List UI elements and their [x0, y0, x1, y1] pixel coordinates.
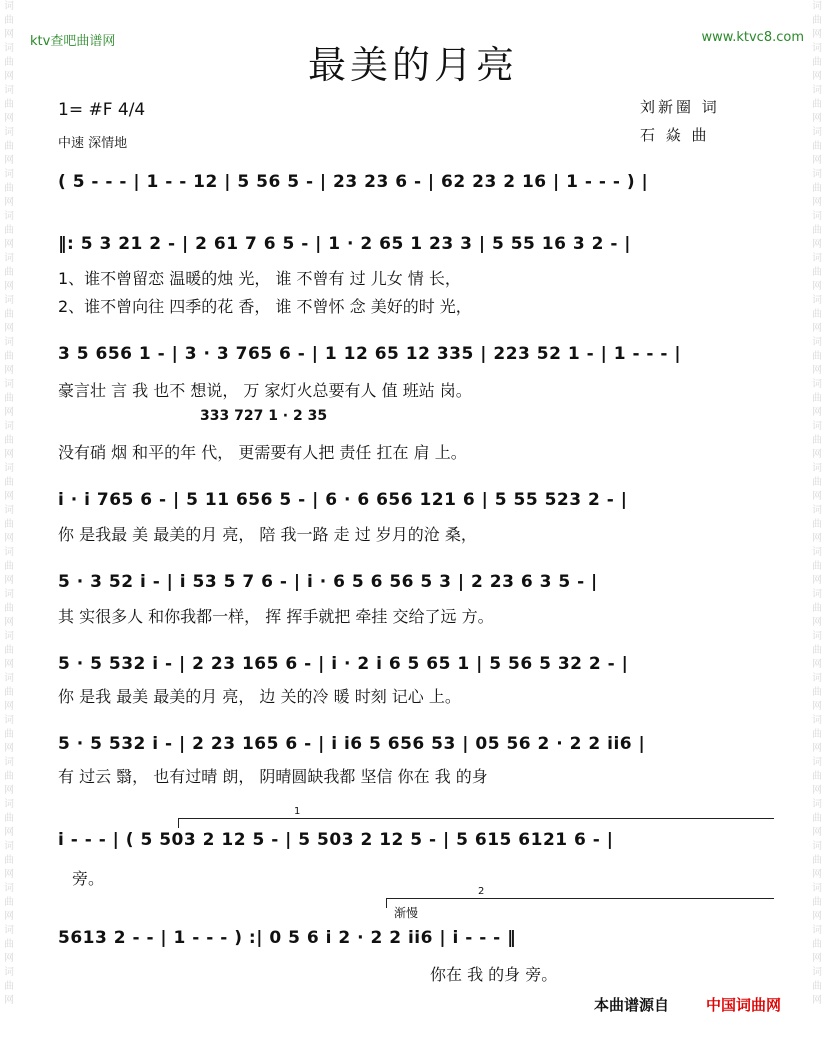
- notation-line-4: i · i 765 6 - | 5 11 656 5 - | 6 · 6 656 121 6 | 5 55 523 2 - |: [58, 490, 628, 510]
- ritardando-marking: 渐慢: [394, 906, 419, 920]
- source-site: 中国词曲网: [706, 996, 782, 1014]
- notation-line-1: ( 5 - - - | 1 - - 12 | 5 56 5 - | 23 23 6 - | 62 23 2 16 | 1 - - - ) |: [58, 172, 649, 192]
- lyricist-credit: 刘新圈 词: [640, 98, 720, 116]
- lyric-line-2a: 1、谁不曾留恋 温暖的烛 光， 谁 不曾有 过 儿女 情 长，: [58, 269, 461, 288]
- side-watermark-right: 词曲网词曲网词曲网词曲网词曲网词曲网词曲网词曲网词曲网词曲网词曲网词曲网词曲网词曲网词曲网词曲网词曲网词曲网词曲网词曲网词曲网词曲网词曲网词曲网: [812, 1, 822, 1006]
- volta-bracket-2: [386, 898, 774, 899]
- alt-notation-3: 333 727 1 · 2 35: [200, 408, 328, 424]
- volta-number-1: 1: [294, 806, 301, 817]
- notation-line-3: 3 5 656 1 - | 3 · 3 765 6 - | 1 12 65 12 335 | 223 52 1 - | 1 - - - |: [58, 344, 682, 364]
- lyric-line-7: 有 过云 翳， 也有过晴 朗， 阴晴圆缺我都 坚信 你在 我 的身: [58, 767, 488, 786]
- lyric-line-2b: 2、谁不曾向往 四季的花 香， 谁 不曾怀 念 美好的时 光，: [58, 297, 472, 316]
- notation-line-9: 5613 2 - - | 1 - - - ) :| 0 5 6 i 2 · 2 2 ii6 | i - - - ‖: [58, 928, 517, 948]
- lyric-line-3a: 豪言壮 言 我 也不 想说， 万 家灯火总要有人 值 班站 岗。: [58, 381, 472, 400]
- key-signature: 1= #F 4/4: [58, 100, 146, 120]
- volta-number-2: 2: [478, 886, 485, 897]
- notation-line-6: 5 · 5 532 i - | 2 23 165 6 - | i · 2 i 6 5 65 1 | 5 56 5 32 2 - |: [58, 654, 629, 674]
- site-name-left: ktv查吧曲谱网: [30, 34, 116, 49]
- volta-bracket-1-start: [178, 818, 179, 828]
- notation-line-2: ‖: 5 3 21 2 - | 2 61 7 6 5 - | 1 · 2 65 1 23 3 | 5 55 16 3 2 - |: [58, 234, 632, 254]
- volta-bracket-1: [178, 818, 774, 819]
- lyric-line-8: 旁。: [72, 869, 105, 888]
- notation-line-5: 5 · 3 52 i - | i 53 5 7 6 - | i · 6 5 6 56 5 3 | 2 23 6 3 5 - |: [58, 572, 598, 592]
- tempo-marking: 中速 深情地: [58, 136, 128, 151]
- side-watermark-left: 词曲网词曲网词曲网词曲网词曲网词曲网词曲网词曲网词曲网词曲网词曲网词曲网词曲网词曲网词曲网词曲网词曲网词曲网词曲网词曲网词曲网词曲网词曲网词曲网: [4, 1, 14, 1006]
- notation-line-8: i - - - | ( 5 503 2 12 5 - | 5 503 2 12 5 - | 5 615 6121 6 - |: [58, 830, 614, 850]
- lyric-line-9: 你在 我 的身 旁。: [430, 965, 558, 984]
- site-url-right: www.ktvc8.com: [701, 30, 804, 45]
- notation-line-7: 5 · 5 532 i - | 2 23 165 6 - | i i6 5 656 53 | 05 56 2 · 2 2 ii6 |: [58, 734, 646, 754]
- lyric-line-5: 其 实很多人 和你我都一样， 挥 挥手就把 牵挂 交给了远 方。: [58, 607, 494, 626]
- lyric-line-4: 你 是我最 美 最美的月 亮， 陪 我一路 走 过 岁月的沧 桑，: [58, 525, 477, 544]
- composer-credit: 石 焱 曲: [640, 126, 710, 144]
- volta-bracket-2-start: [386, 898, 387, 908]
- lyric-line-6: 你 是我 最美 最美的月 亮， 边 关的冷 暖 时刻 记心 上。: [58, 687, 461, 706]
- song-title: 最美的月亮: [307, 43, 518, 87]
- source-label: 本曲谱源自: [594, 996, 670, 1014]
- lyric-line-3b: 没有硝 烟 和平的年 代， 更需要有人把 责任 扛在 肩 上。: [58, 443, 467, 462]
